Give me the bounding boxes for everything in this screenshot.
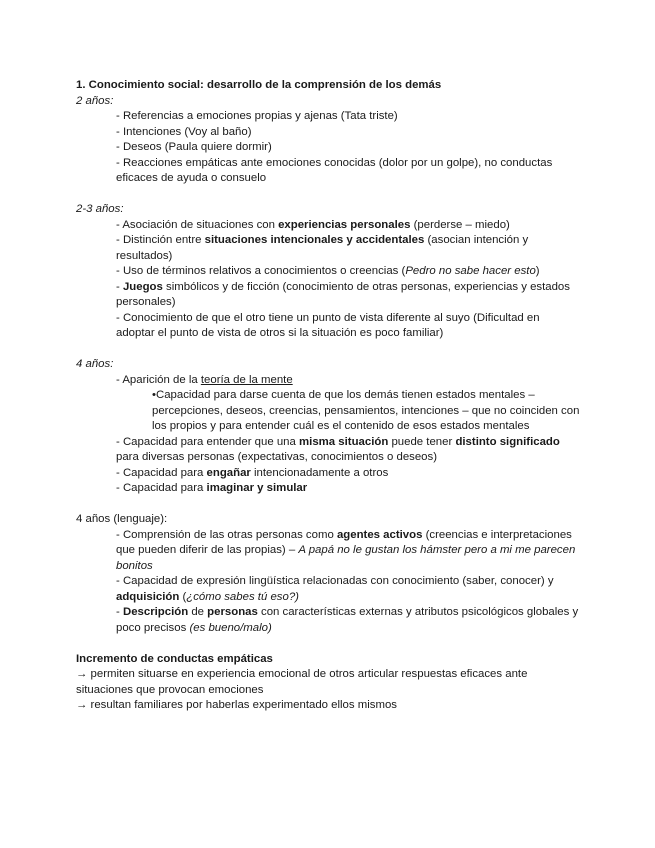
list-item: - Referencias a emociones propias y ajenas (Tata triste) [116,110,398,122]
list-4-years-language [76,528,580,637]
sub-item: •Capacidad para darse cuenta de que los demás tienen estados mentales – percepciones, deseos, creencias, pensamientos, intenciones – que no coinciden con los propios y para entender cuál es el contenido de esos estados mentales [152,389,580,432]
list-item: - Deseos (Paula quiere dormir) [116,141,272,153]
list-item: - Juegos simbólicos y de ficción (conocimiento de otras personas, experiencias y estados personales) [116,280,570,308]
list-item: - Capacidad para imaginar y simular [116,482,308,494]
spacer [76,342,580,358]
age-label-2-3: 2-3 años: [76,203,124,215]
empathy-line: → permiten situarse en experiencia emocional de otros articular respuestas eficaces ante situaciones que provocan emociones [76,668,528,696]
age-label-4-language: 4 años (lenguaje): [76,513,168,525]
age-label-4: 4 años: [76,358,114,370]
list-item: - Distinción entre situaciones intencionales y accidentales (asocian intención y resultados) [116,234,529,262]
list-2-3-years [76,218,580,342]
list-item: - Reacciones empáticas ante emociones conocidas (dolor por un golpe), no conductas eficaces de ayuda o consuelo [116,156,553,184]
list-item: - Uso de términos relativos a conocimientos o creencias (Pedro no sabe hacer esto) [116,265,540,277]
spacer [76,636,580,652]
list-item: - Comprensión de las otras personas como agentes activos (creencias e interpretaciones que pueden diferir de las propias) – A papá no le gustan los hámster pero a mi me parecen bonitos [116,528,576,572]
empathy-heading: Incremento de conductas empáticas [76,652,273,665]
document-page [76,78,580,714]
age-label-2: 2 años: [76,94,114,107]
spacer [76,497,580,513]
list-item: - Capacidad de expresión lingüística relacionadas con conocimiento (saber, conocer) y adquisición (¿cómo sabes tú eso?) [116,575,554,603]
list-2-years [76,109,580,187]
list-item: - Capacidad para entender que una misma situación puede tener distinto significado para diversas personas (expectativas, conocimientos o deseos) [116,435,560,463]
spacer [76,187,580,203]
list-item: - Asociación de situaciones con experiencias personales (perderse – miedo) [116,218,510,231]
list-item: - Intenciones (Voy al baño) [116,125,252,138]
list-item: - Conocimiento de que el otro tiene un punto de vista diferente al suyo (Dificultad en adoptar el punto de vista de otros si la situación es poco familiar) [116,311,540,339]
list-item: - Descripción de personas con características externas y atributos psicológicos globales y poco precisos (es bueno/malo) [116,606,579,634]
empathy-line: → resultan familiares por haberlas experimentado ellos mismos [76,699,397,711]
section-heading: 1. Conocimiento social: desarrollo de la comprensión de los demás [76,79,442,91]
list-item: - Capacidad para engañar intencionadamente a otros [116,466,389,479]
list-4-years [76,373,580,497]
list-item: - Aparición de la teoría de la mente [116,373,293,386]
